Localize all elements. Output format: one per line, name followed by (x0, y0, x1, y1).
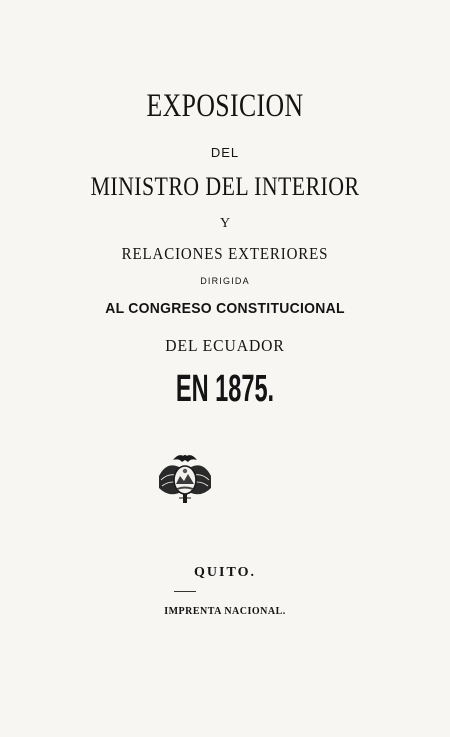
title-dirigida: DIRIGIDA (200, 276, 250, 286)
title-year: EN 1875. (175, 368, 275, 410)
title-y: Y (219, 216, 231, 231)
printer-name: IMPRENTA NACIONAL. (164, 606, 286, 617)
title-ecuador: DEL ECUADOR (165, 336, 285, 355)
place-of-publication: QUITO. (194, 565, 256, 580)
title-del: DEL (210, 145, 240, 160)
title-ministro: MINISTRO DEL INTERIOR (90, 172, 360, 201)
coat-of-arms-seal-icon (155, 448, 215, 508)
divider-rule (174, 591, 196, 592)
title-congreso: AL CONGRESO CONSTITUCIONAL (105, 300, 345, 317)
title-relaciones: RELACIONES EXTERIORES (121, 244, 329, 263)
title-exposicion: EXPOSICION (146, 88, 304, 124)
